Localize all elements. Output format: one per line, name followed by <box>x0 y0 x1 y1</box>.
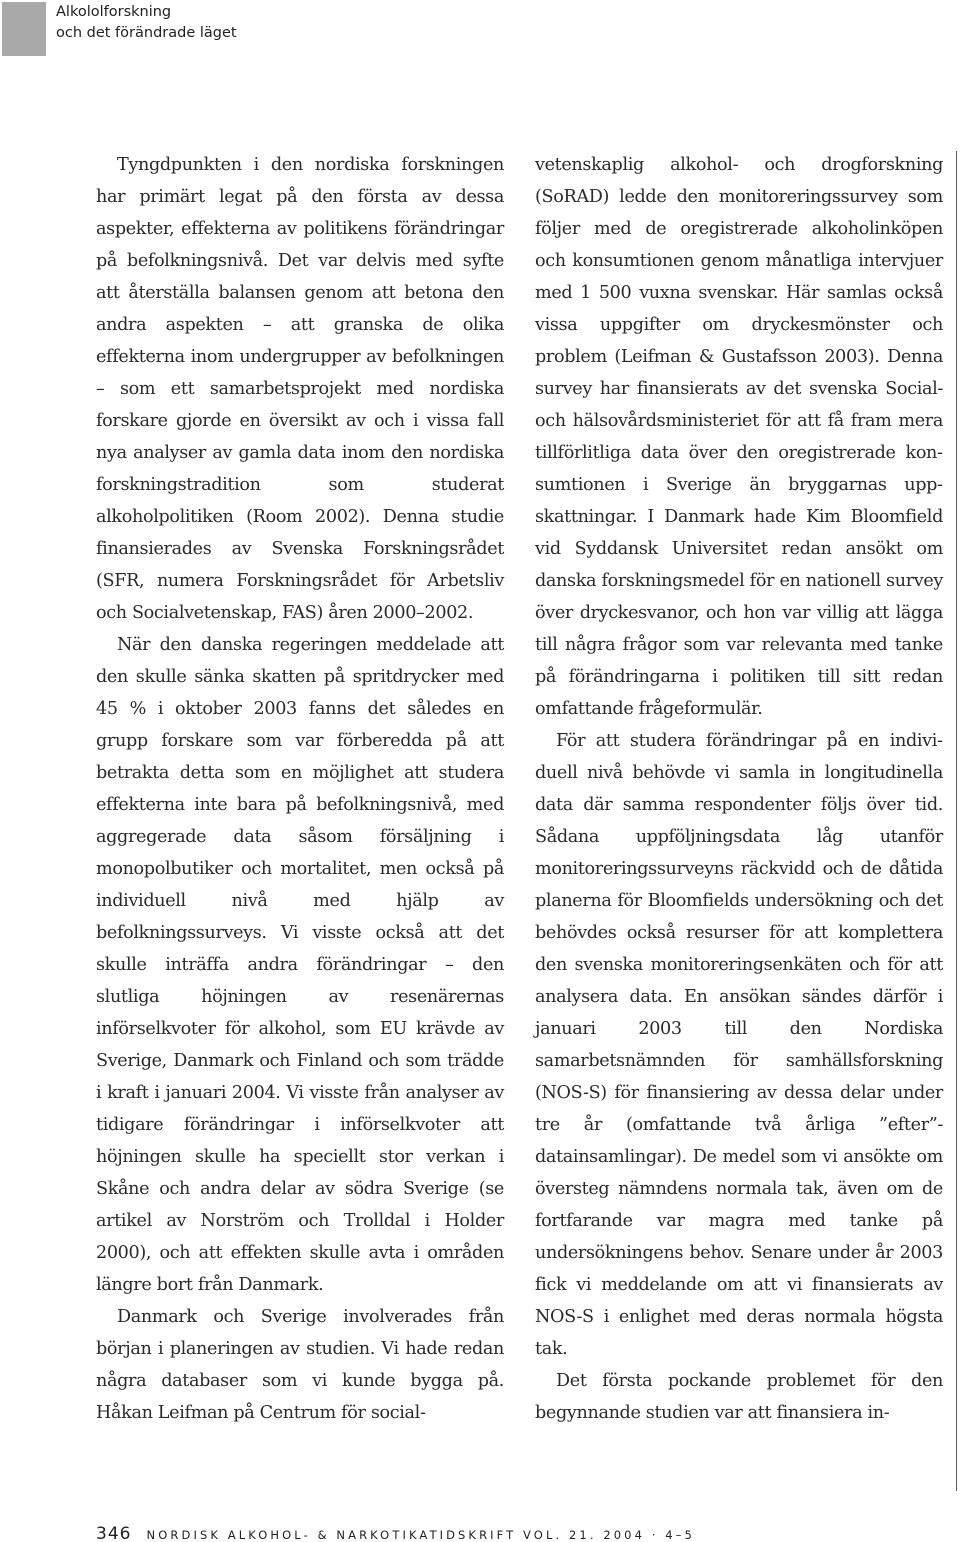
left-paragraph-3: Danmark och Sverige involverades från början i planeringen av studien. Vi hade redan några databaser som vi kunde bygga på. Håkan Leifman på Centrum för social- <box>96 1307 504 1423</box>
right-paragraph-2: För att studera förändringar på en individuell nivå behövde vi samla in longitudinella data där samma respondenter följs över tid. Sådana uppföljningsdata låg utanför monitoreringssurveyns räckvidd och de dåtida planerna för Bloomfields undersökning och det behövdes också resurser för att komplettera den svenska monitoreringsenkäten och för att analysera data. En ansökan sändes därför i januari 2003 till den Nordiska samarbetsnämnden för samhällsforskning (NOS-S) för finansiering av dessa delar under tre år (omfattande två årliga ”efter”-datainsamlingar). De medel som vi ansökte om översteg nämndens normala tak, även om de fortfarande var magra med tanke på undersökningens behov. Senare under år 2003 fick vi meddelande om att vi finansierats av NOS-S i enlighet med deras normala högsta tak. <box>535 731 943 1359</box>
header-title <box>56 2 237 44</box>
left-paragraph-2: När den danska regeringen meddelade att den skulle sänka skatten på spritdrycker med 45 % i oktober 2003 fanns det således en grupp forskare som var förberedda på att betrakta detta som en möjlighet att studera effekterna inte bara på befolkningsnivå, med aggregerade data såsom försäljning i monopolbutiker och mortalitet, men också på individuell nivå med hjälp av befolkningssurveys. Vi visste också att det skulle inträffa andra förändringar – den slutliga höjningen av resenärernas införselkvoter för alkohol, som EU krävde av Sverige, Danmark och Finland och som trädde i kraft i januari 2004. Vi visste från analyser av tidigare förändringar i införselkvoter att höjningen skulle ha speciellt stor verkan i Skåne och andra delar av södra Sverige (se artikel av Norström och Trolldal i Holder 2000), och att effekten skulle avta i områden längre bort från Danmark. <box>96 635 504 1295</box>
right-paragraph-3: Det första pockande problemet för den begynnande studien var att finansiera in- <box>535 1371 943 1423</box>
journal-name: NORDISK ALKOHOL- & NARKOTIKATIDSKRIFT VOL. 21. 2004 · 4–5 <box>146 1528 695 1542</box>
running-header <box>0 0 960 58</box>
header-gray-block <box>2 2 46 56</box>
column-rule <box>956 151 957 1491</box>
right-column <box>535 149 943 1429</box>
header-title-line1: Alkololforskning <box>56 4 172 20</box>
left-column <box>96 149 504 1429</box>
page-number: 346 <box>96 1524 132 1542</box>
left-paragraph-1: Tyngdpunkten i den nordiska forskningen har primärt legat på den första av dessa aspekter, effekterna av politikens förändringar på befolkningsnivå. Det var delvis med syfte att återställa balansen genom att betona den andra aspekten – att granska de olika effekterna inom undergrupper av befolkningen – som ett samarbetsprojekt med nordiska forskare gjorde en översikt av och i vissa fall nya analyser av gamla data inom den nordiska forskningstradition som studerat alkoholpolitiken (Room 2002). Denna studie finansierades av Svenska Forskningsrådet (SFR, numera Forskningsrådet för Arbetsliv och Socialvetenskap, FAS) åren 2000–2002. <box>96 155 504 623</box>
page-footer <box>96 1524 695 1542</box>
header-title-line2: och det förändrade läget <box>56 25 237 41</box>
right-paragraph-1: vetenskaplig alkohol- och drogforskning (SoRAD) ledde den monitoreringssurvey som följer med de oregistrerade alkoholinköpen och konsumtionen genom månatliga intervjuer med 1 500 vuxna svenskar. Här samlas också vissa uppgifter om dryckesmönster och problem (Leifman & Gustafsson 2003). Denna survey har finansierats av det svenska Social- och hälsovårdsministeriet för att få fram mera tillförlitliga data över den oregistrerade konsumtionen i Sverige än bryggarnas uppskattningar. I Danmark hade Kim Bloomfield vid Syddansk Universitet redan ansökt om danska forskningsmedel för en nationell survey över dryckesvanor, och hon var villig att lägga till några frågor som var relevanta med tanke på förändringarna i politiken till sitt redan omfattande frågeformulär. <box>535 155 943 719</box>
